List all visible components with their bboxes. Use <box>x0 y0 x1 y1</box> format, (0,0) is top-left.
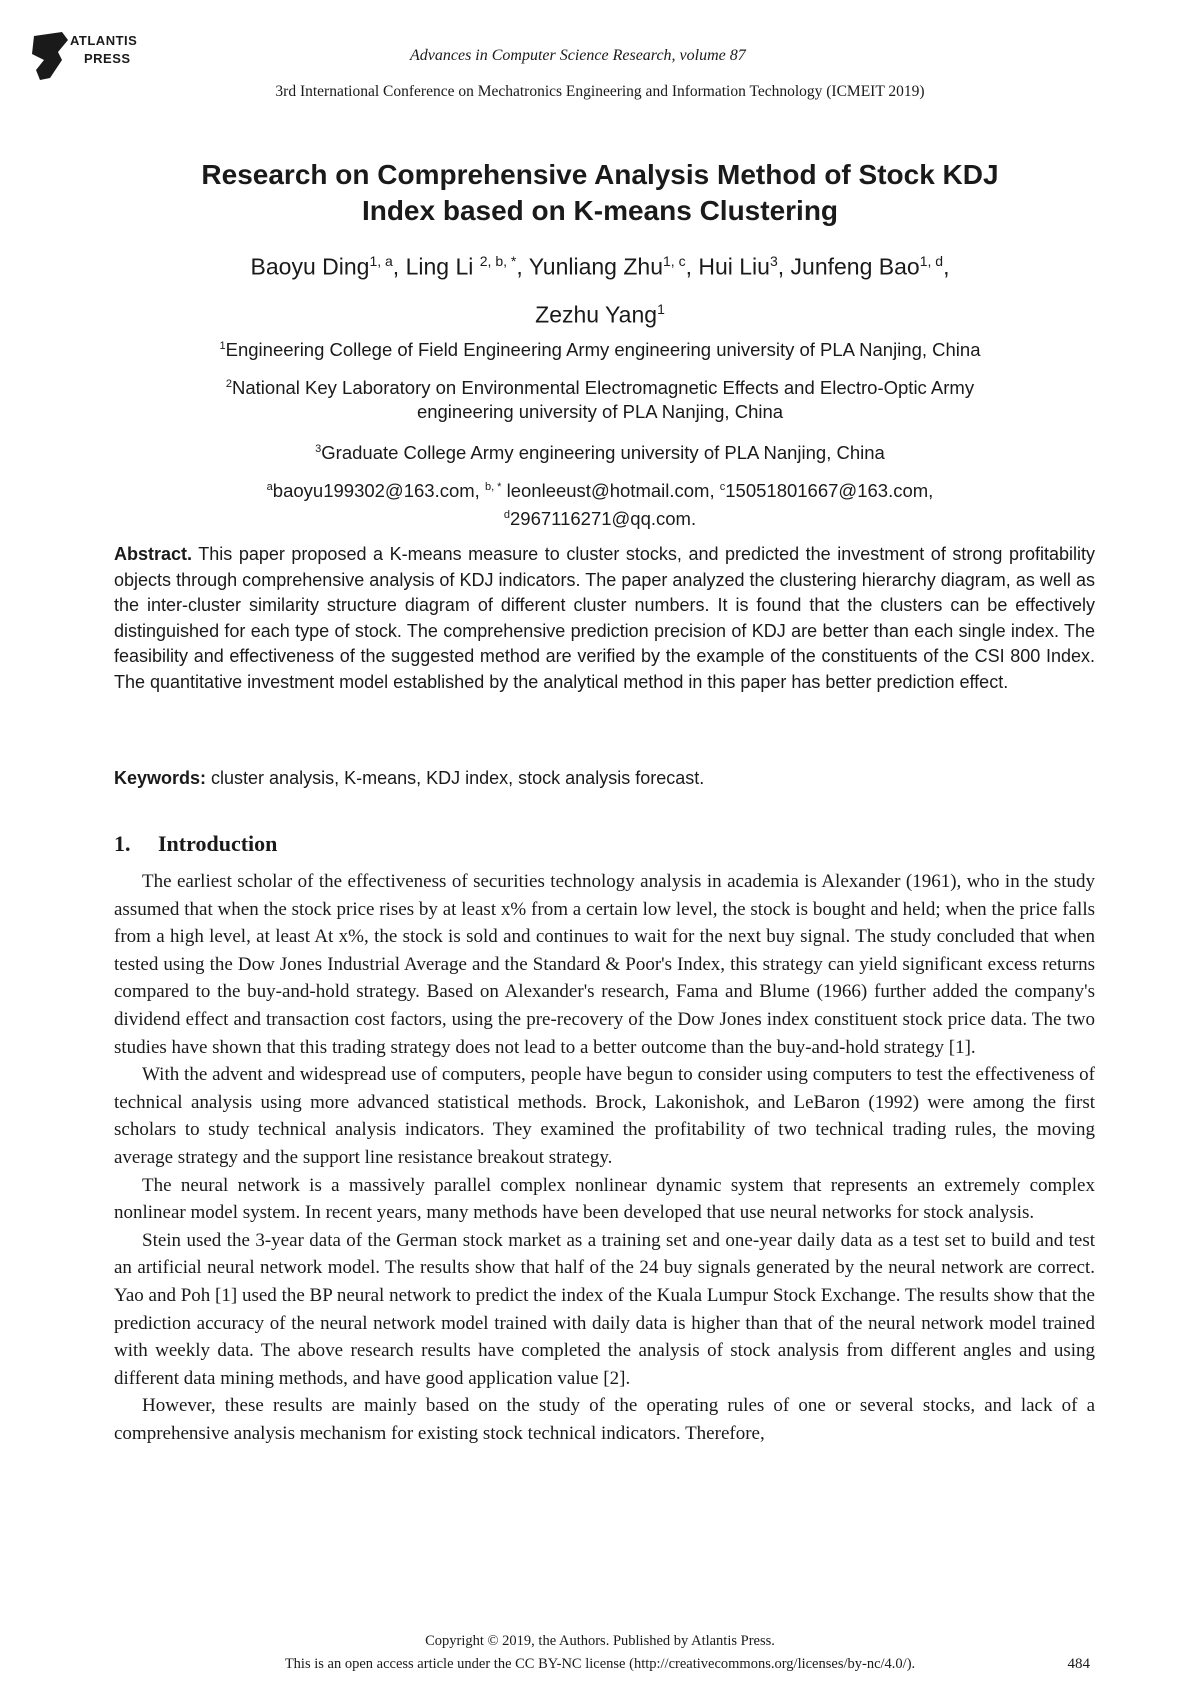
copyright-notice: Copyright © 2019, the Authors. Published by Atlantis Press. <box>425 1633 775 1649</box>
keywords-label: Keywords: <box>114 768 207 788</box>
affiliation: $^2$National Key Laboratory on Environmental Electromagnetic Effects and Electro-Optic Army engineering university of PLA Nanjing, China <box>225 377 975 423</box>
paragraph: With the advent and widespread use of computers, people have begun to consider using computers to test the effectiveness of technical analysis using more advanced statistical methods. Brock, Lakonishok, and LeBaron (1992) were among the first scholars to study technical analysis indicators. They examined the profitability of two technical trading rules, the moving average strategy and the support line resistance breakout strategy. <box>114 1064 1095 1168</box>
series-title: Advances in Computer Science Research, volume 87 <box>410 47 746 64</box>
author-emails: $^a$baoyu199302@163.com, $^{b, *}$ leonleeust@hotmail.com, $^c$15051801667@163.com, $^d$2967116271@qq.com. <box>266 480 934 530</box>
author: Yunliang Zhu <box>528 253 663 280</box>
license-notice: This is an open access article under the CC BY-NC license (http://creativecommons.org/licenses/by-nc/4.0/). <box>284 1656 916 1672</box>
page-number: 484 <box>1067 1656 1090 1672</box>
affiliation: $^1$Engineering College of Field Engineering Army engineering university of PLA Nanjing, China <box>219 339 981 361</box>
abstract: Abstract. This paper proposed a K-means measure to cluster stocks, and predicted the investment of strong profitability objects through comprehensive analysis of KDJ indicators. The paper analyzed the clustering hierarchy diagram, as well as the inter-cluster similarity structure diagram of different cluster numbers. It is found that the clusters can be effectively distinguished for each type of stock. The comprehensive prediction precision of KDJ are better than each single index. The feasibility and effectiveness of the suggested method are verified by the example of the constituents of the CSI 800 Index. The quantitative investment model established by the analytical method in this paper has better prediction effect. <box>114 544 1095 692</box>
author: Junfeng Bao <box>790 253 920 280</box>
logo-mark-icon <box>32 32 68 80</box>
paragraph: The neural network is a massively parallel complex nonlinear dynamic system that represents an extremely complex nonlinear model system. In recent years, many methods have been developed that use neural networks for stock analysis. <box>114 1174 1095 1224</box>
conference-title: 3rd International Conference on Mechatronics Engineering and Information Technology (ICMEIT 2019) <box>275 83 925 100</box>
author: Zezhu Yang <box>535 301 658 328</box>
section-body <box>114 868 1095 1447</box>
author: Ling Li <box>405 253 480 280</box>
paper-title: Research on Comprehensive Analysis Method of Stock KDJ Index based on K-means Clustering <box>201 159 999 226</box>
publisher-name: ATLANTIS PRESS <box>70 33 138 66</box>
paragraph: However, these results are mainly based on the study of the operating rules of one or several stocks, and lack of a comprehensive analysis mechanism for existing stock technical indicators. Therefore, <box>114 1395 1095 1444</box>
paragraph: The earliest scholar of the effectiveness of securities technology analysis in academia is Alexander (1961), who in the study assumed that when the stock price rises by at least x% from a certain low level, the stock is bought and held; when the price falls from a high level, at least At x%, the stock is sold and continues to wait for the next buy signal. The study concluded that when tested using the Dow Jones Industrial Average and the Standard & Poor's Index, this strategy can yield significant excess returns compared to the buy-and-hold strategy. Based on Alexander's research, Fama and Blume (1966) further added the company's dividend effect and transaction cost factors, using the pre-recovery of the Dow Jones index constituent stock price data. The two studies have shown that this trading strategy does not lead to a better outcome than the buy-and-hold strategy [1]. <box>114 871 1095 1058</box>
abstract-label: Abstract. <box>114 544 193 564</box>
author: Hui Liu <box>698 253 770 280</box>
section-heading: 1. Introduction <box>114 831 278 856</box>
affiliation: $^3$Graduate College Army engineering university of PLA Nanjing, China <box>315 442 885 464</box>
paragraph: Stein used the 3-year data of the German stock market as a training set and one-year daily data as a test set to build and test an artificial neural network model. The results show that half of the 24 buy signals generated by the neural network are correct. Yao and Poh [1] used the BP neural network to predict the index of the Kuala Lumpur Stock Exchange. The results show that the prediction accuracy of the neural network model trained with daily data is higher than that of the neural network model trained with weekly data. The above research results have completed the analysis of stock analysis from different angles and using different data mining methods, and have good application value [2]. <box>114 1229 1095 1389</box>
author-list: Baoyu Ding$^{1, a}$, Ling Li $^{2, b, *}$, Yunliang Zhu$^{1, c}$, Hui Liu$^3$, Junfeng Bao$^{1, d}$, Zezhu Yang$^1$ <box>250 253 950 328</box>
keywords: Keywords: cluster analysis, K-means, KDJ index, stock analysis forecast. <box>114 768 705 788</box>
author: Baoyu Ding <box>250 253 370 280</box>
